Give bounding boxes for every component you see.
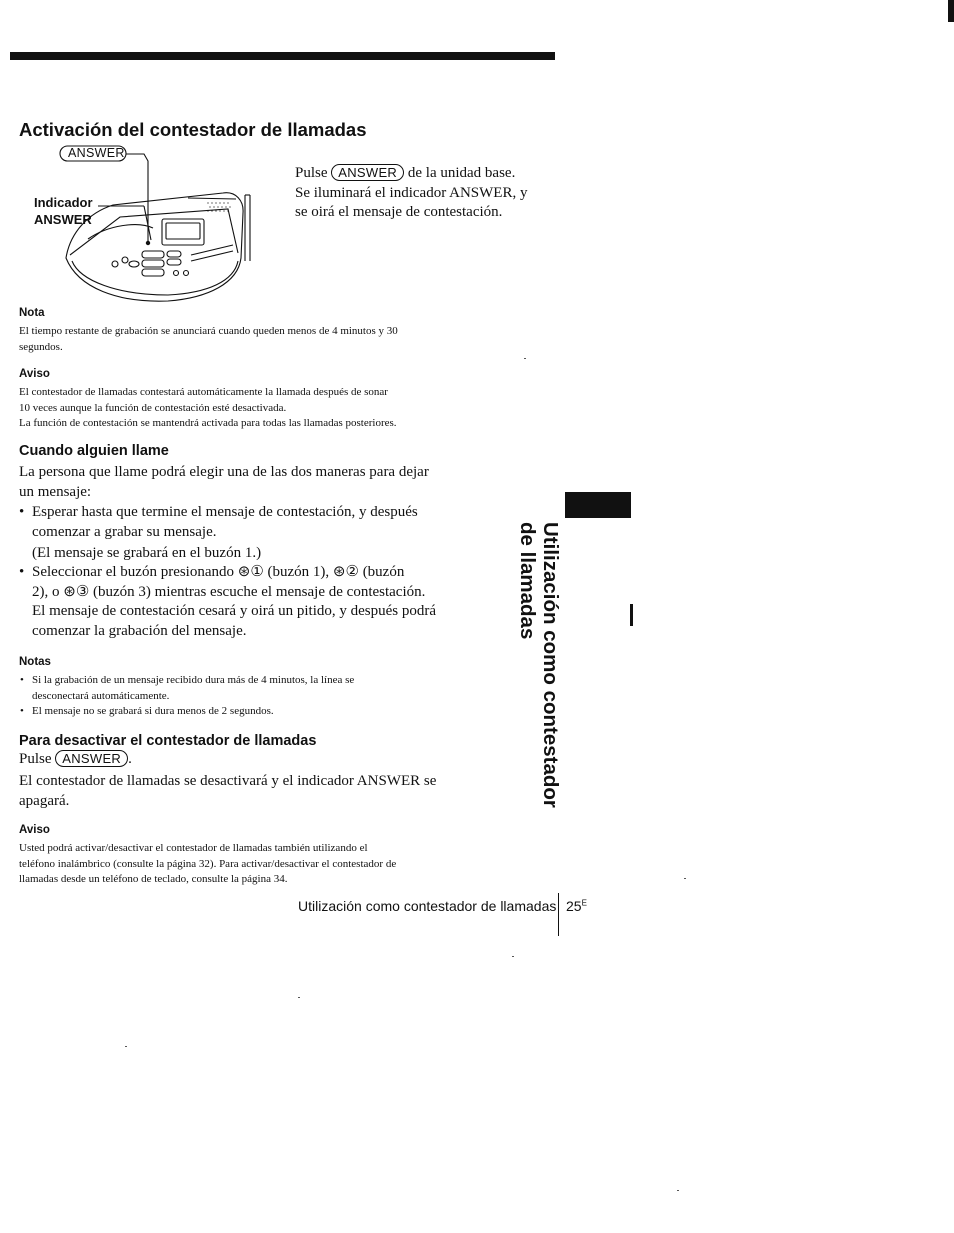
intro-paragraph: Pulse ANSWER de la unidad base. Se iluminará el indicador ANSWER, y se oirá el mensaje de contestación. [295,164,565,223]
cuando-option-1: • Esperar hasta que termine el mensaje de contestación, y después comenzar a grabar su mensaje. (El mensaje se grabará en el buzón 1.) [19,504,418,561]
notas-item-2: • El mensaje no se grabará si dura menos de 2 segundos. [32,704,482,720]
cuando-option-2: • Seleccionar el buzón presionando ⊛① (buzón 1), ⊛② (buzón 2), o ⊛③ (buzón 3) mientras escuche el mensaje de contestación. El mensaje de contestación cesará y oirá un pitido, y después podrá comenzar la grabación del mensaje. [19,564,437,639]
aviso-2-text: Usted podrá activar/desactivar el contestador de llamadas también utilizando el teléfono inalámbrico (consulte la página 32). Para activar/desactivar el contestador de llamadas desde un teléfono de teclado, consulte la página 34. [19,842,397,885]
notas-heading: Notas [19,656,51,668]
aviso-2-heading: Aviso [19,824,50,836]
page-number: $25^E$ [566,898,587,914]
intro-line-1: Pulse ANSWER de la unidad base. [295,165,516,181]
scan-speck [125,1046,127,1047]
aviso-text: El contestador de llamadas contestará automáticamente la llamada después de sonar 10 veces aunque la función de contestación esté desactivada. La función de contestación se mantendrá activada para todas las llamadas posteriores. [19,386,397,429]
bullet-icon: • [19,564,25,580]
indicator-callout-label: Indicador ANSWER [34,195,93,227]
scan-speck [524,358,526,359]
cuando-heading: Cuando alguien llame [19,443,169,459]
page-title: Activación del contestador de llamadas [19,119,367,140]
bullet-icon: • [20,674,24,686]
desactivar-pulse-line: Pulse ANSWER . [19,751,132,767]
scan-speck [298,997,300,998]
scan-speck [684,878,686,879]
page-edge-mark [948,0,954,22]
cuando-intro: La persona que llame podrá elegir una de las dos maneras para dejar un mensaje: [19,464,429,500]
bullet-icon: • [20,705,24,717]
notas-item-1: • Si la grabación de un mensaje recibido dura más de 4 minutos, la línea se desconectará automáticamente. [20,674,355,702]
scan-speck [677,1190,679,1191]
answer-key-inline: ANSWER [55,750,128,767]
section-tab-mark [630,604,633,626]
answer-button-label: ANSWER [68,146,125,160]
desactivar-paragraph: El contestador de llamadas se desactivará y el indicador ANSWER se apagará. [19,773,437,809]
aviso-heading: Aviso [19,368,50,380]
section-tab-label: Utilización como contestador de llamadas [516,522,562,808]
nota-heading: Nota [19,307,45,319]
answer-key-inline: ANSWER [331,164,404,181]
footer-divider [558,893,559,936]
scan-speck [512,956,514,957]
bullet-icon: • [19,504,25,520]
nota-text: El tiempo restante de grabación se anunciará cuando queden menos de 4 minutos y 30 segundos. [19,325,398,353]
section-tab-bar [565,492,631,518]
header-rule [10,52,555,60]
desactivar-heading: Para desactivar el contestador de llamadas [19,733,317,749]
footer-section-title: Utilización como contestador de llamadas [298,898,557,914]
